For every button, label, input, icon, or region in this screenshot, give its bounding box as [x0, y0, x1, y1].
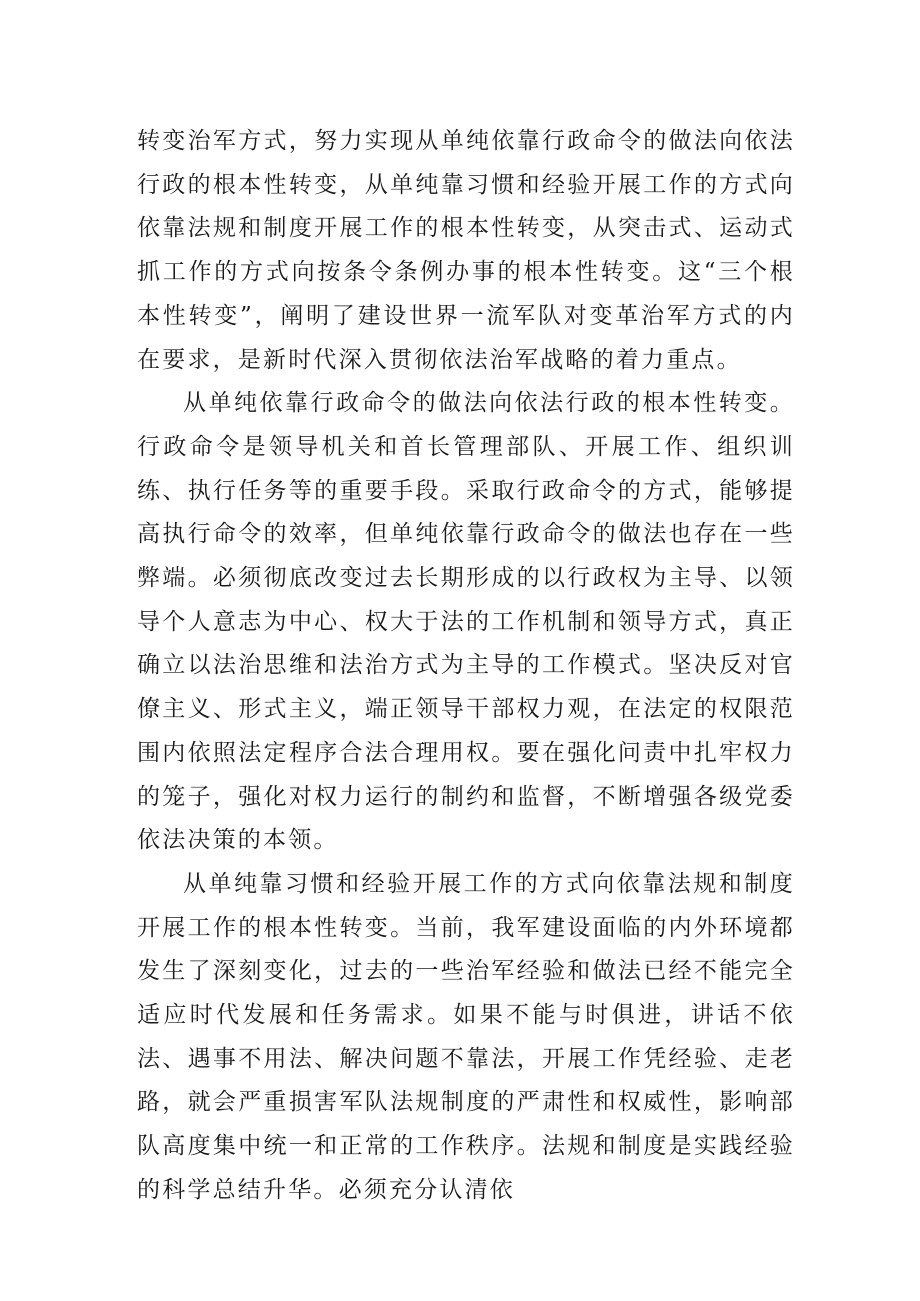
paragraph-administrative-command: 从单纯依靠行政命令的做法向依法行政的根本性转变。行政命令是领导机关和首长管理部队、开展工作、组织训练、执行任务等的重要手段。采取行政命令的方式，能够提高执行命令的效率，但单纯依靠行政命令的做法也存在一些弊端。必须彻底改变过去长期形成的以行政权为主导、以领导个人意志为中心、权大于法的工作机制和领导方式，真正确立以法治思维和法治方式为主导的工作模式。坚决反对官僚主义、形式主义，端正领导干部权力观，在法定的权限范围内依照法定程序合法合理用权。要在强化问责中扎牢权力的笼子，强化对权力运行的制约和监督，不断增强各级党委依法决策的本领。 — [137, 390, 795, 854]
paragraph-continued: 转变治军方式，努力实现从单纯依靠行政命令的做法向依法行政的根本性转变，从单纯靠习惯和经验开展工作的方式向依靠法规和制度开展工作的根本性转变，从突击式、运动式抓工作的方式向按条令条例办事的根本性转变。这“三个根本性转变”，阐明了建设世界一流军队对变革治军方式的内在要求，是新时代深入贯彻依法治军战略的着力重点。 — [137, 128, 795, 373]
paragraph-experience-to-regulations: 从单纯靠习惯和经验开展工作的方式向依靠法规和制度开展工作的根本性转变。当前，我军建设面临的内外环境都发生了深刻变化，过去的一些治军经验和做法已经不能完全适应时代发展和任务需求。如果不能与时俱进，讲话不依法、遇事不用法、解决问题不靠法，开展工作凭经验、走老路，就会严重损害军队法规制度的严肃性和权威性，影响部队高度集中统一和正常的工作秩序。法规和制度是实践经验的科学总结升华。必须充分认清依 — [137, 870, 795, 1203]
body-text — [137, 120, 795, 1213]
